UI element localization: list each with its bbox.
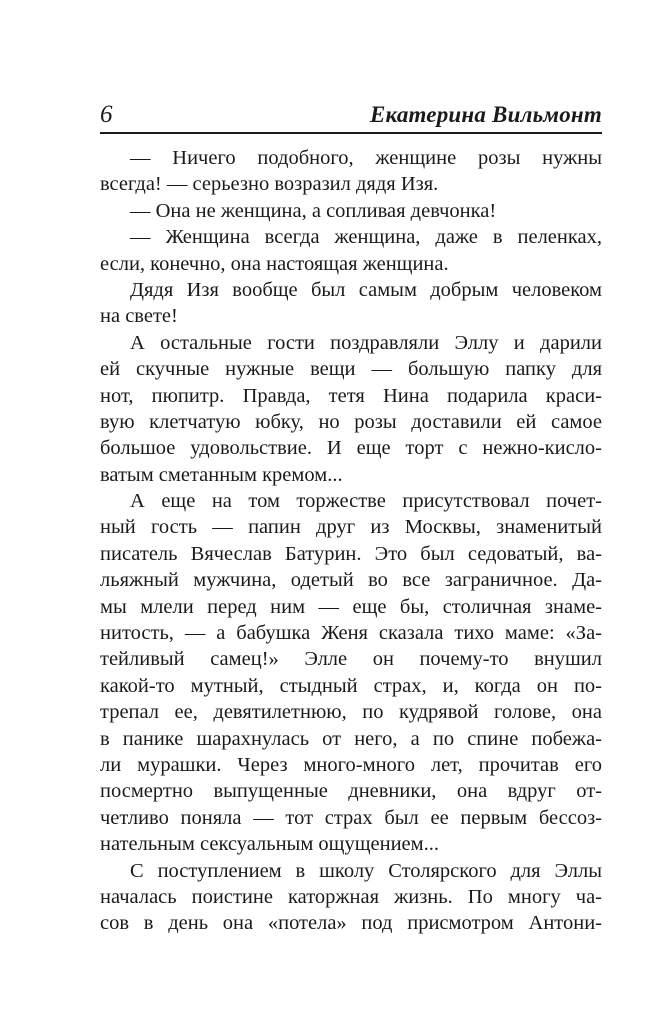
text-line: посмертно выпущенные дневники, она вдруг от- [100,780,602,803]
text-line: — Женщина всегда женщина, даже в пеленках, [130,226,602,249]
text-line: Дядя Изя вообще был самым добрым человеком [130,278,602,301]
text-line: большое удовольствие. И еще торт с нежно-кисло- [100,437,602,460]
text-line: ный гость — папин друг из Москвы, знаменитый [100,516,602,539]
text-line: какой-то мутный, стыдный страх, и, когда он по- [100,674,602,697]
text-line: ей скучные нужные вещи — большую папку для [100,358,602,381]
text-line: писатель Вячеслав Батурин. Это был седоватый, ва- [100,542,602,565]
running-head [100,100,602,132]
text-line: — Ничего подобного, женщине розы нужны [130,147,602,169]
text-line: трепал ее, девятилетнюю, по кудрявой голове, она [100,701,602,724]
body-text [100,145,602,937]
text-line: мы млели перед ним — еще бы, столичная знаме- [100,595,602,618]
text-line: нот, пюпитр. Правда, тетя Нина подарила краси- [100,384,602,407]
header-rule [100,132,602,134]
text-line: льяжный мужчина, одетый во все заграничное. Да- [100,569,602,592]
author-name: Екатерина Вильмонт [370,102,602,127]
text-line: А остальные гости поздравляли Эллу и дарили [130,331,602,354]
text-line: всегда! — серьезно возразил дядя Изя. [100,173,439,196]
text-line: в панике шарахнулась от него, а по спине побежа- [100,727,602,750]
text-line: — Она не женщина, а сопливая девчонка! [130,199,497,222]
text-line: С поступлением в школу Столярского для Эллы [130,859,602,882]
text-line: нитость, — а бабушка Женя сказала тихо маме: «За- [100,622,602,645]
page-number: 6 [100,101,113,128]
text-line: вую клетчатую юбку, но розы доставили ей самое [100,410,602,433]
text-line: если, конечно, она настоящая женщина. [100,252,449,275]
text-line: на свете! [100,305,178,328]
text-line: нательным сексуальным ощущением... [100,833,439,856]
text-line: ватым сметанным кремом... [100,463,343,486]
text-line: ли мурашки. Через много-много лет, прочитав его [100,753,602,776]
text-line: А еще на том торжестве присутствовал почет- [130,490,602,513]
text-line: сов в день она «потела» под присмотром Антони- [100,912,602,935]
text-line: началась поистине каторжная жизнь. По многу ча- [100,885,602,908]
book-page [100,100,602,937]
text-line: четливо поняла — тот страх был ее первым бессоз- [100,806,602,829]
text-line: тейливый самец!» Элле он почему-то внушил [100,648,602,671]
